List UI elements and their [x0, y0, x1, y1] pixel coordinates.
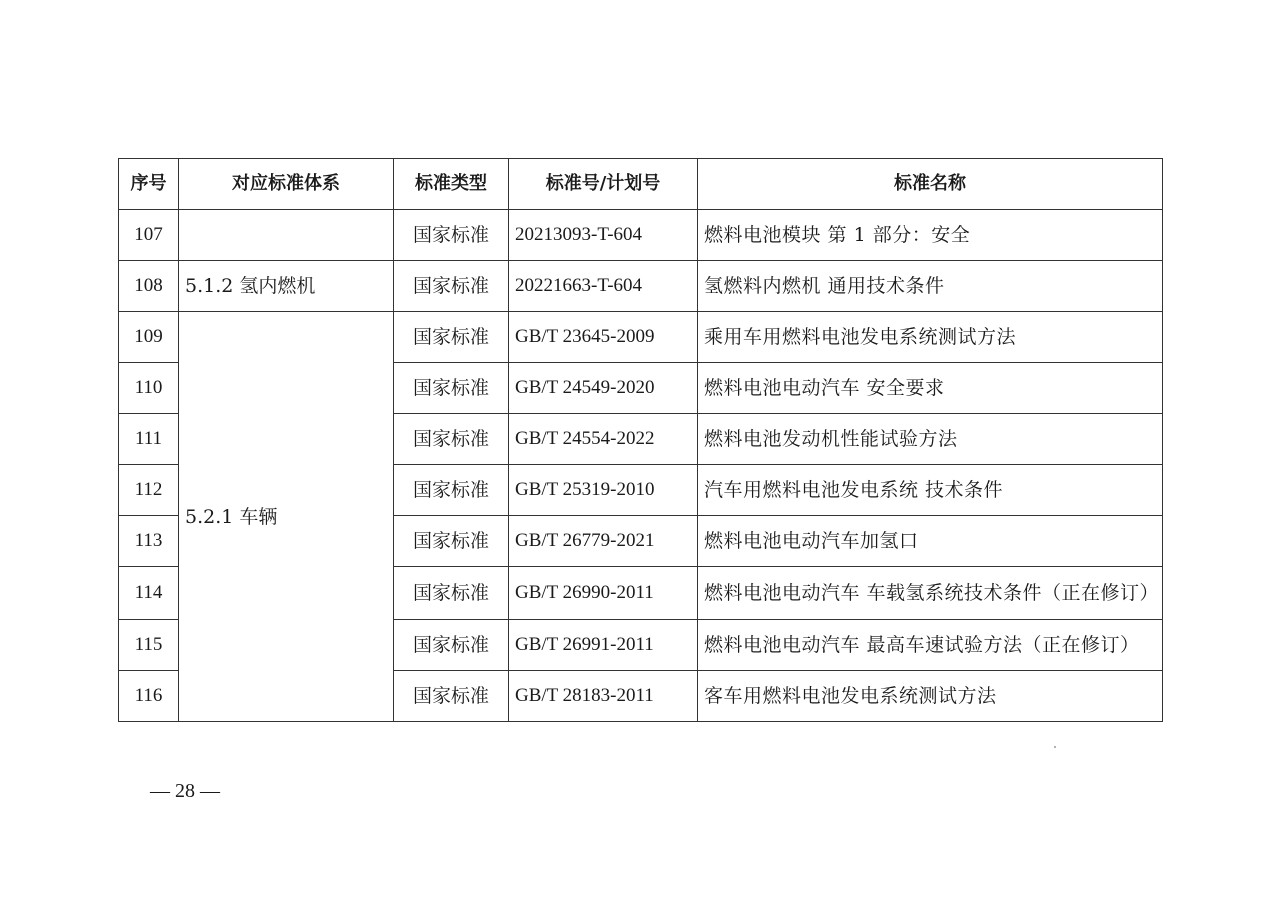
row-type: 国家标准	[394, 261, 509, 312]
row-number: 107	[119, 210, 179, 261]
header-standard-type: 标准类型	[394, 159, 509, 210]
page-number: — 28 —	[150, 780, 220, 802]
row-code: GB/T 25319-2010	[509, 465, 698, 516]
row-type: 国家标准	[394, 516, 509, 567]
row-number: 114	[119, 567, 179, 620]
header-standard-code: 标准号/计划号	[509, 159, 698, 210]
row-type: 国家标准	[394, 363, 509, 414]
row-name: 燃料电池电动汽车 车载氢系统技术条件（正在修订）	[698, 567, 1163, 620]
row-name: 汽车用燃料电池发电系统 技术条件	[698, 465, 1163, 516]
scan-speck	[1054, 746, 1056, 748]
row-number: 111	[119, 414, 179, 465]
row-number: 108	[119, 261, 179, 312]
row-code: GB/T 24554-2022	[509, 414, 698, 465]
table-header-row	[119, 159, 1163, 210]
row-system-empty	[179, 210, 394, 261]
table-row	[119, 261, 1163, 312]
row-number: 115	[119, 620, 179, 671]
row-name: 燃料电池电动汽车加氢口	[698, 516, 1163, 567]
header-standard-system: 对应标准体系	[179, 159, 394, 210]
table-row	[119, 210, 1163, 261]
row-system: 5.1.2 氢内燃机	[179, 261, 394, 312]
row-name: 客车用燃料电池发电系统测试方法	[698, 671, 1163, 722]
row-type: 国家标准	[394, 671, 509, 722]
row-name: 燃料电池发动机性能试验方法	[698, 414, 1163, 465]
row-name: 乘用车用燃料电池发电系统测试方法	[698, 312, 1163, 363]
row-name: 燃料电池模块 第 1 部分：安全	[698, 210, 1163, 261]
row-number: 113	[119, 516, 179, 567]
row-code: 20213093-T-604	[509, 210, 698, 261]
row-number: 112	[119, 465, 179, 516]
row-number: 109	[119, 312, 179, 363]
row-code: GB/T 24549-2020	[509, 363, 698, 414]
row-code: GB/T 26990-2011	[509, 567, 698, 620]
row-type: 国家标准	[394, 210, 509, 261]
row-type: 国家标准	[394, 414, 509, 465]
row-code: GB/T 28183-2011	[509, 671, 698, 722]
table-row	[119, 312, 1163, 363]
row-name: 燃料电池电动汽车 安全要求	[698, 363, 1163, 414]
row-name: 氢燃料内燃机 通用技术条件	[698, 261, 1163, 312]
row-name: 燃料电池电动汽车 最高车速试验方法（正在修订）	[698, 620, 1163, 671]
row-number: 110	[119, 363, 179, 414]
row-code: GB/T 26991-2011	[509, 620, 698, 671]
row-system-merged: 5.2.1 车辆	[179, 312, 394, 722]
header-serial-number: 序号	[119, 159, 179, 210]
header-standard-name: 标准名称	[698, 159, 1163, 210]
row-type: 国家标准	[394, 620, 509, 671]
row-type: 国家标准	[394, 567, 509, 620]
standards-table	[118, 158, 1163, 722]
row-type: 国家标准	[394, 465, 509, 516]
row-type: 国家标准	[394, 312, 509, 363]
row-code: 20221663-T-604	[509, 261, 698, 312]
row-number: 116	[119, 671, 179, 722]
row-code: GB/T 23645-2009	[509, 312, 698, 363]
row-code: GB/T 26779-2021	[509, 516, 698, 567]
